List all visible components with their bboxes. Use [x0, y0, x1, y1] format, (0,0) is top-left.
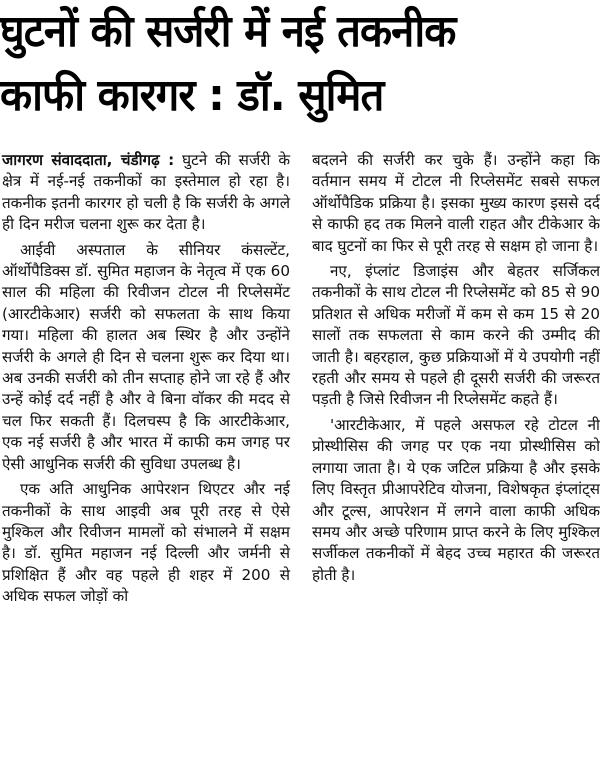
headline-line-2: काफी कारगर : डॉ. सुमित: [0, 70, 384, 121]
left-column: [2, 150, 290, 608]
right-paragraph-1: बदलने की सर्जरी कर चुके हैं। उन्होंने कहा कि वर्तमान समय में टोटल नी रिप्लेसमेंट सबसे सफल ऑर्थोपैडिक प्रक्रिया है। इसका मुख्य कारण इससे दर्द से काफी हद तक मिलने वाली राहत और टीकेआर के बाद घुटनों का फिर से पूरी तरह से सक्षम हो जाना है।: [312, 151, 600, 255]
left-paragraph-3: एक अति आधुनिक आपेरशन थिएटर और नई तकनीकों के साथ आइवी अब पूरी तरह से ऐसे मुश्किल और रिवीजन मामलों को संभालने में सक्षम है। डॉ. सुमित महाजन नई दिल्ली और जर्मनी से प्रशिक्षित हैं और वह पहले ही शहर में 200 से अधिक सफल जोड़ों को: [2, 480, 290, 606]
headline: [0, 0, 600, 128]
right-column: [312, 150, 600, 586]
right-paragraph-2: नए, इंप्लांट डिजाइंस और बेहतर सर्जिकल तकनीकों के साथ टोटल नी रिप्लेसमेंट को 85 से 90 प्रतिशत से अधिक मरीजों में कम से कम 15 से 20 सालों तक सफलता से काम करने की उम्मीद की जाती है। बहरहाल, कुछ प्रक्रियाओं में ये उपयोगी नहीं रहती और समय से पहले ही दूसरी सर्जरी की जरूरत पड़ती है जिसे रिवीजन नी रिप्लेसमेंट कहते हैं।: [312, 262, 600, 409]
right-paragraph-3: 'आरटीकेआर, में पहले असफल रहे टोटल नी प्रोस्थीसिस की जगह पर एक नया प्रोस्थीसिस को लगाया जाता है। ये एक जटिल प्रक्रिया है और इसके लिए विस्तृत प्रीआपरेटिव योजना, विशेषकृत इंप्लांट्स और टूल्स, आपरेशन में लगने वाला काफी अधिक समय और अच्छे परिणाम प्राप्त करने के लिए मुश्किल सर्जीकल तकनीकों में बेहद उच्च महारत की जरूरत होती है।: [312, 415, 600, 584]
left-paragraph-2: आईवी अस्पताल के सीनियर कंसल्टेंट, ऑर्थोपैडिक्स डॉ. सुमित महाजन के नेतृत्व में एक 60 साल की महिला की रिवीजन टोटल नी रिप्लेसमेंट (आरटीकेआर) सर्जरी को सफलता के साथ किया गया। महिला की हालत अब स्थिर है और उन्होंने सर्जरी के अगले ही दिन से चलना शुरू कर दिया था। अब उनकी सर्जरी को तीन सप्ताह होने जा रहे हैं और उन्हें कोई दर्द नहीं है और वे बिना वॉकर की मदद से चल फिर सकती हैं। दिलचस्प है कि आरटीकेआर, एक नई सर्जरी है और भारत में काफी कम जगह पर ऐसी आधुनिक सर्जरी की सुविधा उपलब्ध है।: [2, 240, 290, 473]
left-paragraph-1: [2, 150, 290, 236]
byline: जागरण संवाददाता, चंडीगढ़ :: [2, 151, 175, 169]
headline-line-1: घुटनों की सर्जरी में नई तकनीक: [0, 6, 456, 57]
left-paragraph-1-text: घुटने की सर्जरी के क्षेत्र में नई-नई तकनीकों का इस्तेमाल हो रहा है। तकनीक इतनी कारगर हो चली है कि सर्जरी के अगले ही दिन मरीज चलना शुरू कर देता है।: [2, 151, 290, 234]
